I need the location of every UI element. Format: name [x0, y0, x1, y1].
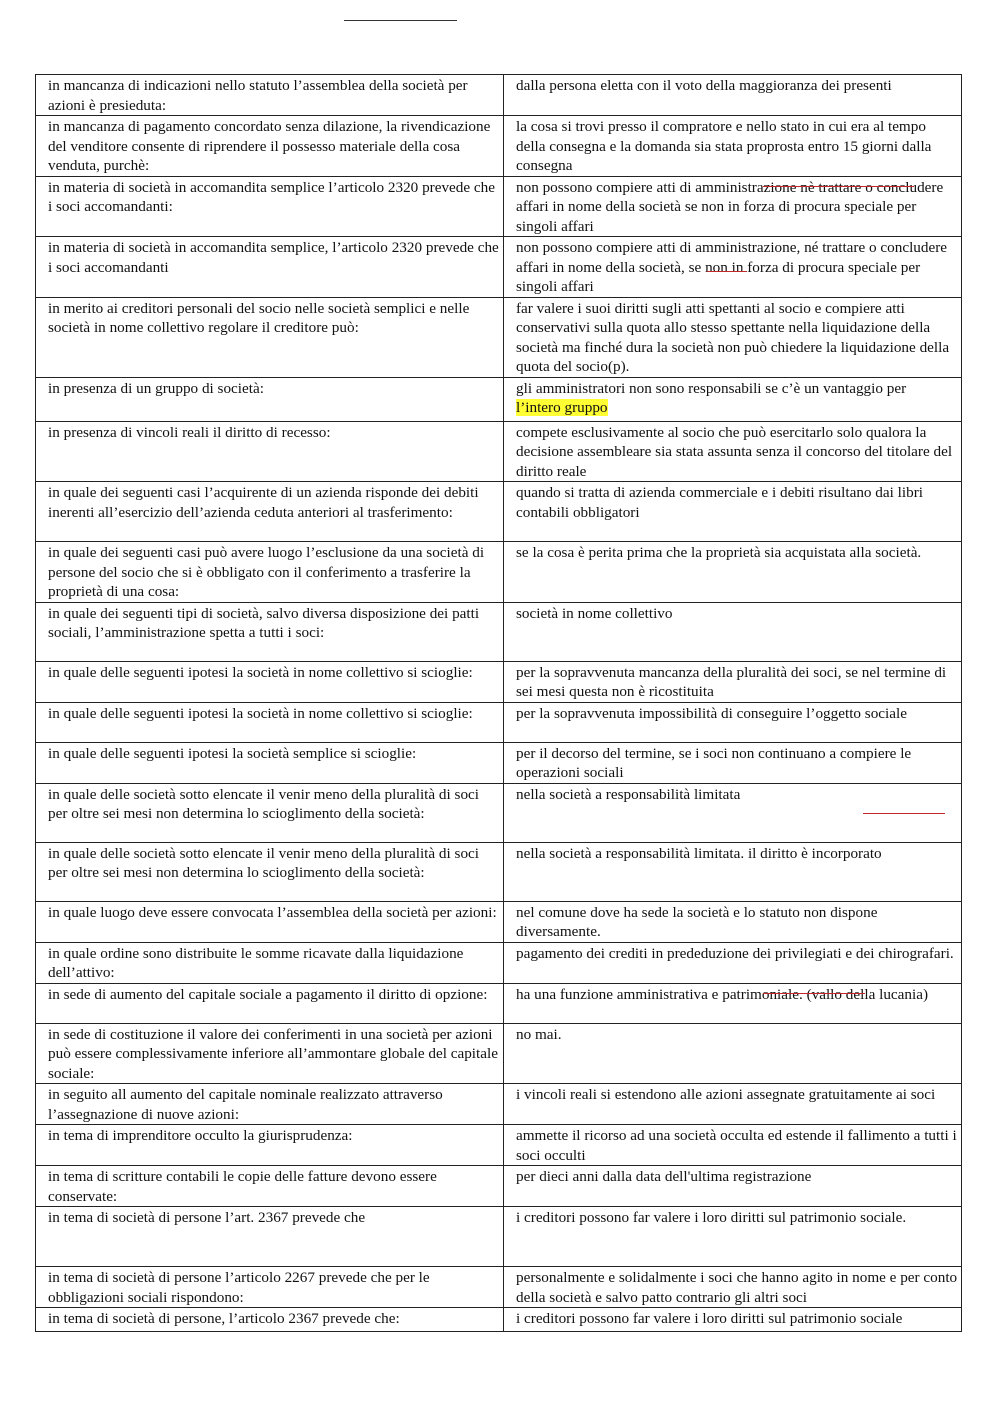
table-row — [36, 1023, 962, 1084]
table-row — [36, 1166, 962, 1207]
table-row — [36, 742, 962, 783]
question-cell: in materia di società in accomandita semplice, l’articolo 2320 prevede che i soci accomandanti — [36, 237, 504, 298]
table-row — [36, 783, 962, 842]
question-cell: in quale delle società sotto elencate il venir meno della pluralità di soci per oltre sei mesi non determina lo scioglimento della società: — [36, 842, 504, 901]
table-row — [36, 542, 962, 603]
answer-cell: quando si tratta di azienda commerciale e i debiti risultano dai libri contabili obbligatori — [504, 482, 962, 542]
table-row — [36, 75, 962, 116]
answer-text: gli amministratori non sono responsabili se c’è un vantaggio per — [516, 379, 907, 397]
answer-cell: la cosa si trovi presso il compratore e nello stato in cui era al tempo della consegna e la domanda sia stata proprosta entro 15 giorni dalla consegna — [504, 116, 962, 177]
table-row — [36, 1308, 962, 1332]
table-row — [36, 421, 962, 482]
spellcheck-underline — [763, 993, 865, 994]
question-cell: in quale delle seguenti ipotesi la società in nome collettivo si scioglie: — [36, 661, 504, 702]
answer-cell: compete esclusivamente al socio che può esercitarlo solo qualora la decisione assembleare sia stata assunta senza il concorso del titolare del diritto reale — [504, 421, 962, 482]
table-row — [36, 482, 962, 542]
answer-cell: pagamento dei crediti in prededuzione dei privilegiati e dei chirografari. — [504, 942, 962, 983]
question-cell: in tema di società di persone, l’articolo 2367 prevede che: — [36, 1308, 504, 1332]
question-cell: in tema di società di persone l’articolo 2267 prevede che per le obbligazioni sociali rispondono: — [36, 1267, 504, 1308]
header-rule — [344, 20, 457, 21]
answer-cell: nel comune dove ha sede la società e lo statuto non dispone diversamente. — [504, 901, 962, 942]
spellcheck-underline — [707, 271, 747, 272]
question-cell: in mancanza di pagamento concordato senza dilazione, la rivendicazione del venditore consente di riprendere il possesso materiale della cosa venduta, purchè: — [36, 116, 504, 177]
table-row — [36, 297, 962, 377]
question-cell: in tema di imprenditore occulto la giurisprudenza: — [36, 1125, 504, 1166]
table-row — [36, 602, 962, 661]
question-cell: in seguito all aumento del capitale nominale realizzato attraverso l’assegnazione di nuove azioni: — [36, 1084, 504, 1125]
answer-cell: per la sopravvenuta impossibilità di conseguire l’oggetto sociale — [504, 702, 962, 742]
answer-cell: per la sopravvenuta mancanza della pluralità dei soci, se nel termine di sei mesi questa non è ricostituita — [504, 661, 962, 702]
question-cell: in merito ai creditori personali del socio nelle società semplici e nelle società in nome collettivo regolare il creditore può: — [36, 297, 504, 377]
question-cell: in sede di aumento del capitale sociale a pagamento il diritto di opzione: — [36, 983, 504, 1023]
question-cell: in presenza di vincoli reali il diritto di recesso: — [36, 421, 504, 482]
table-row — [36, 1084, 962, 1125]
highlighted-text: l’intero gruppo — [516, 399, 608, 416]
answer-cell — [504, 377, 962, 421]
table-row — [36, 116, 962, 177]
table-row — [36, 377, 962, 421]
table-row — [36, 1267, 962, 1308]
question-cell: in quale dei seguenti casi può avere luogo l’esclusione da una società di persone del socio che si è obbligato con il conferimento a trasferire la proprietà di una cosa: — [36, 542, 504, 603]
question-cell: in materia di società in accomandita semplice l’articolo 2320 prevede che i soci accomandanti: — [36, 176, 504, 237]
question-cell: in quale delle seguenti ipotesi la società semplice si scioglie: — [36, 742, 504, 783]
table-row — [36, 842, 962, 901]
question-cell: in tema di società di persone l’art. 2367 prevede che — [36, 1207, 504, 1267]
answer-cell: non possono compiere atti di amministrazione nè trattare o concludere affari in nome della società se non in forza di procura speciale per singoli affari — [504, 176, 962, 237]
table-row — [36, 983, 962, 1023]
table-row — [36, 1125, 962, 1166]
answer-cell: personalmente e solidalmente i soci che hanno agito in nome e per conto della società e salvo patto contrario gli altri soci — [504, 1267, 962, 1308]
question-cell: in quale delle società sotto elencate il venir meno della pluralità di soci per oltre sei mesi non determina lo scioglimento della società: — [36, 783, 504, 842]
question-cell: in quale luogo deve essere convocata l’assemblea della società per azioni: — [36, 901, 504, 942]
answer-cell: i creditori possono far valere i loro diritti sul patrimonio sociale — [504, 1308, 962, 1332]
answer-cell: per il decorso del termine, se i soci non continuano a compiere le operazioni sociali — [504, 742, 962, 783]
answer-cell: se la cosa è perita prima che la proprietà sia acquistata alla società. — [504, 542, 962, 603]
answer-cell: ha una funzione amministrativa e patrimoniale. (vallo della lucania) — [504, 983, 962, 1023]
question-cell: in quale ordine sono distribuite le somme ricavate dalla liquidazione dell’attivo: — [36, 942, 504, 983]
table-row — [36, 942, 962, 983]
question-cell: in presenza di un gruppo di società: — [36, 377, 504, 421]
answer-cell: nella società a responsabilità limitata. il diritto è incorporato — [504, 842, 962, 901]
answer-cell: i creditori possono far valere i loro diritti sul patrimonio sociale. — [504, 1207, 962, 1267]
question-cell: in mancanza di indicazioni nello statuto l’assemblea della società per azioni è presieduta: — [36, 75, 504, 116]
question-cell: in quale delle seguenti ipotesi la società in nome collettivo si scioglie: — [36, 702, 504, 742]
table-row — [36, 702, 962, 742]
question-cell: in sede di costituzione il valore dei conferimenti in una società per azioni può essere complessivamente inferiore all’ammontare globale del capitale sociale: — [36, 1023, 504, 1084]
question-cell: in quale dei seguenti casi l’acquirente di un azienda risponde dei debiti inerenti all’esercizio dell’azienda ceduta anteriori al trasferimento: — [36, 482, 504, 542]
spellcheck-underline — [863, 813, 945, 814]
question-cell: in tema di scritture contabili le copie delle fatture devono essere conservate: — [36, 1166, 504, 1207]
answer-cell: i vincoli reali si estendono alle azioni assegnate gratuitamente ai soci — [504, 1084, 962, 1125]
table-row — [36, 901, 962, 942]
question-cell: in quale dei seguenti tipi di società, salvo diversa disposizione dei patti sociali, l’amministrazione spetta a tutti i soci: — [36, 602, 504, 661]
table-row — [36, 661, 962, 702]
strikethrough-mark — [763, 186, 914, 187]
answer-cell: ammette il ricorso ad una società occulta ed estende il fallimento a tutti i soci occulti — [504, 1125, 962, 1166]
answer-cell: no mai. — [504, 1023, 962, 1084]
answer-cell: far valere i suoi diritti sugli atti spettanti al socio e compiere atti conservativi sulla quota allo stesso spettante nella liquidazione della società ma finché dura la società non può chiedere la liquidazione della quota del socio(p). — [504, 297, 962, 377]
table-row — [36, 1207, 962, 1267]
qa-table — [35, 74, 962, 1332]
answer-cell: per dieci anni dalla data dell'ultima registrazione — [504, 1166, 962, 1207]
table-row — [36, 237, 962, 298]
answer-cell: non possono compiere atti di amministrazione, né trattare o concludere affari in nome della società, se non in forza di procura speciale per singoli affari — [504, 237, 962, 298]
answer-cell: società in nome collettivo — [504, 602, 962, 661]
answer-cell: nella società a responsabilità limitata — [504, 783, 962, 842]
answer-cell: dalla persona eletta con il voto della maggioranza dei presenti — [504, 75, 962, 116]
